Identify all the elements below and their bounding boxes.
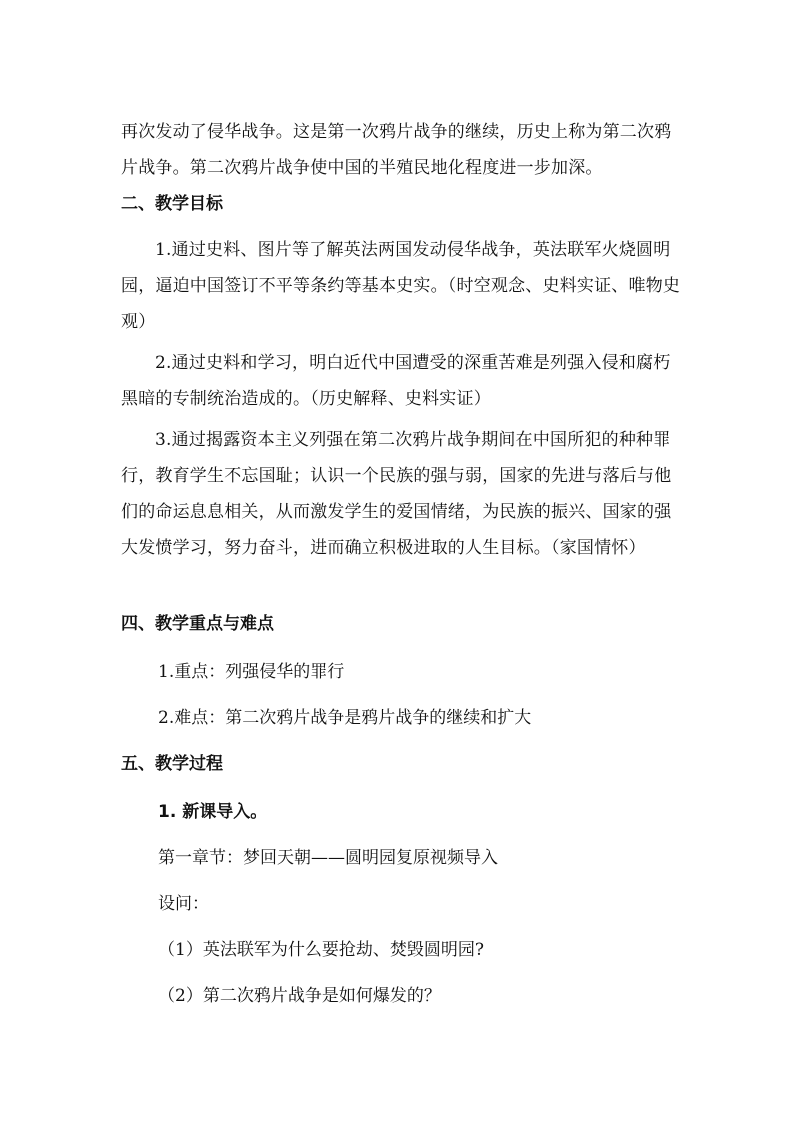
intro-paragraph: 再次发动了侵华战争。这是第一次鸦片战争的继续，历史上称为第二次鸦片战争。第二次鸦片战争使中国的半殖民地化程度进一步加深。 <box>121 122 672 178</box>
section-heading-goals: 二、教学目标 <box>121 194 223 214</box>
goal-item-1: 1.通过史料、图片等了解英法两国发动侵华战争，英法联军火烧圆明园，逼迫中国签订不平等条约等基本史实。（时空观念、史料实证、唯物史观） <box>121 240 681 332</box>
section-heading-process: 五、教学过程 <box>121 754 223 774</box>
key-point-item-2: 2.难点：第二次鸦片战争是鸦片战争的继续和扩大 <box>158 708 532 728</box>
question-label: 设问： <box>158 894 209 914</box>
process-step-1: 1. 新课导入。 <box>158 802 268 822</box>
goal-item-2: 2.通过史料和学习，明白近代中国遭受的深重苦难是列强入侵和腐朽黑暗的专制统治造成的。（历史解释、史料实证） <box>121 353 671 409</box>
chapter-line: 第一章节：梦回天朝——圆明园复原视频导入 <box>158 848 498 868</box>
goal-item-3: 3.通过揭露资本主义列强在第二次鸦片战争期间在中国所犯的种种罪行，教育学生不忘国耻；认识一个民族的强与弱，国家的先进与落后与他们的命运息息相关，从而激发学生的爱国情绪，为民族的振兴、国家的强大发愤学习，努力奋斗，进而确立积极进取的人生目标。（家国情怀） <box>121 430 672 558</box>
question-item-1: （1）英法联军为什么要抢劫、焚毁圆明园? <box>158 940 484 960</box>
key-point-item-1: 1.重点：列强侵华的罪行 <box>158 662 345 682</box>
question-item-2: （2）第二次鸦片战争是如何爆发的？ <box>158 986 441 1006</box>
section-heading-key-points: 四、教学重点与难点 <box>121 614 274 634</box>
